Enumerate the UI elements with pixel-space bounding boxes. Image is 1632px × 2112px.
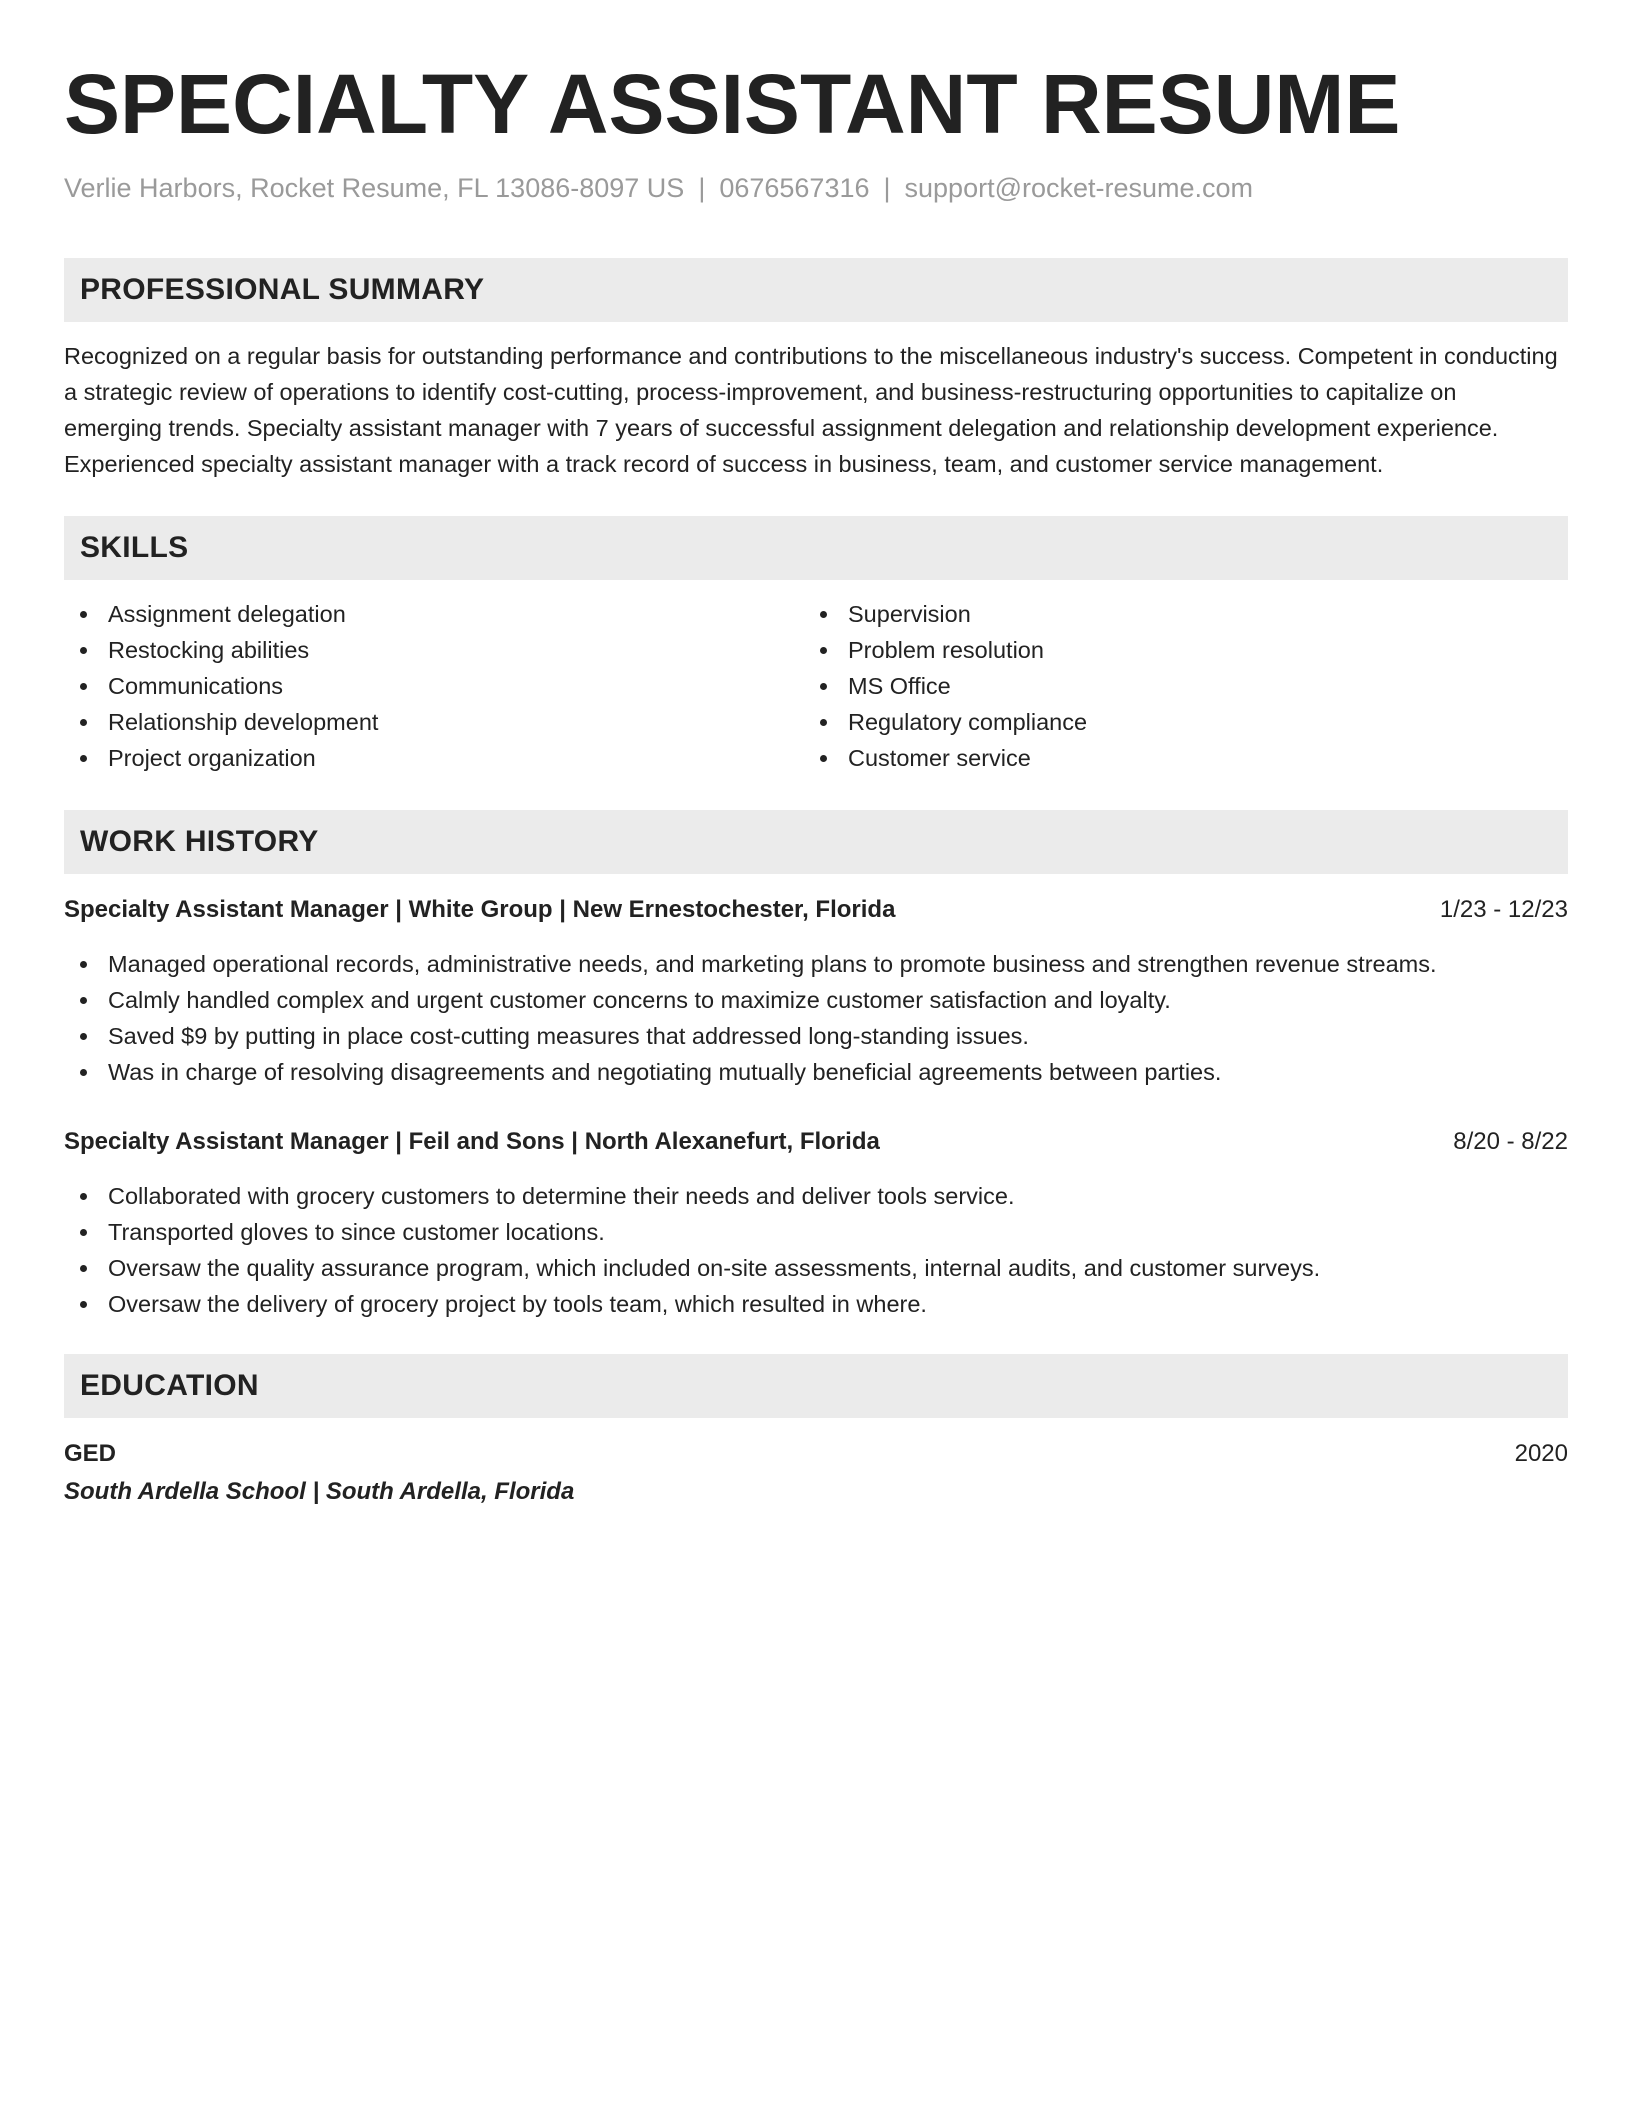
job-entry xyxy=(64,892,1568,1090)
resume-title: SPECIALTY ASSISTANT RESUME xyxy=(64,57,1401,151)
job-title: Specialty Assistant Manager | Feil and Sons | North Alexanefurt, Florida xyxy=(64,1128,880,1155)
education-year: 2020 xyxy=(1514,1440,1568,1467)
education-degree: GED xyxy=(64,1440,117,1467)
job-dates: 1/23 - 12/23 xyxy=(1439,896,1568,923)
work-history-section-header: WORK HISTORY xyxy=(64,810,1568,874)
job-bullet: Collaborated with grocery customers to determine their needs and deliver tools service. xyxy=(64,1178,1568,1214)
contact-address: Verlie Harbors, Rocket Resume, FL 13086-8097 US xyxy=(64,173,685,203)
skill-item: MS Office xyxy=(804,668,1544,704)
job-entry xyxy=(64,1124,1568,1322)
contact-email: support@rocket-resume.com xyxy=(904,173,1254,203)
education-section-header: EDUCATION xyxy=(64,1354,1568,1418)
contact-line xyxy=(64,170,1568,206)
job-header xyxy=(64,1124,1568,1160)
job-bullet: Transported gloves to since customer locations. xyxy=(64,1214,1568,1250)
summary-section-header: PROFESSIONAL SUMMARY xyxy=(64,258,1568,322)
skills-column-left xyxy=(64,596,804,776)
skill-item: Problem resolution xyxy=(804,632,1544,668)
skills-section-header: SKILLS xyxy=(64,516,1568,580)
job-bullet: Was in charge of resolving disagreements and negotiating mutually beneficial agreements between parties. xyxy=(64,1054,1568,1090)
education-school: South Ardella School | South Ardella, Florida xyxy=(64,1478,575,1505)
skills-column-right xyxy=(804,596,1544,776)
skill-item: Relationship development xyxy=(64,704,804,740)
skill-item: Assignment delegation xyxy=(64,596,804,632)
summary-text: Recognized on a regular basis for outstanding performance and contributions to the miscellaneous industry's success. Competent in conducting a strategic review of operations to identify cost-cutting, process-improvement, and business-restructuring opportunities to capitalize on emerging trends. Specialty assistant manager with 7 years of successful assignment delegation and relationship development experience. Experienced specialty assistant manager with a track record of success in business, team, and customer service management. xyxy=(64,343,1558,477)
job-bullet: Calmly handled complex and urgent customer concerns to maximize customer satisfaction and loyalty. xyxy=(64,982,1568,1018)
skill-item: Restocking abilities xyxy=(64,632,804,668)
skills-grid xyxy=(64,596,1568,776)
job-header xyxy=(64,892,1568,928)
job-bullet: Oversaw the quality assurance program, which included on-site assessments, internal audits, and customer surveys. xyxy=(64,1250,1568,1286)
job-bullet: Saved $9 by putting in place cost-cutting measures that addressed long-standing issues. xyxy=(64,1018,1568,1054)
job-title: Specialty Assistant Manager | White Group | New Ernestochester, Florida xyxy=(64,896,896,923)
job-bullet: Managed operational records, administrative needs, and marketing plans to promote business and strengthen revenue streams. xyxy=(64,946,1568,982)
job-dates: 8/20 - 8/22 xyxy=(1453,1128,1568,1155)
skill-item: Regulatory compliance xyxy=(804,704,1544,740)
education-header xyxy=(64,1436,1568,1472)
job-bullets xyxy=(64,946,1568,1090)
job-bullets xyxy=(64,1178,1568,1322)
skill-item: Communications xyxy=(64,668,804,704)
contact-separator: | xyxy=(883,173,891,203)
skill-item: Customer service xyxy=(804,740,1544,776)
contact-separator: | xyxy=(698,173,706,203)
job-bullet: Oversaw the delivery of grocery project by tools team, which resulted in where. xyxy=(64,1286,1568,1322)
skill-item: Supervision xyxy=(804,596,1544,632)
education-entry xyxy=(64,1436,1568,1510)
skill-item: Project organization xyxy=(64,740,804,776)
contact-phone: 0676567316 xyxy=(719,173,870,203)
